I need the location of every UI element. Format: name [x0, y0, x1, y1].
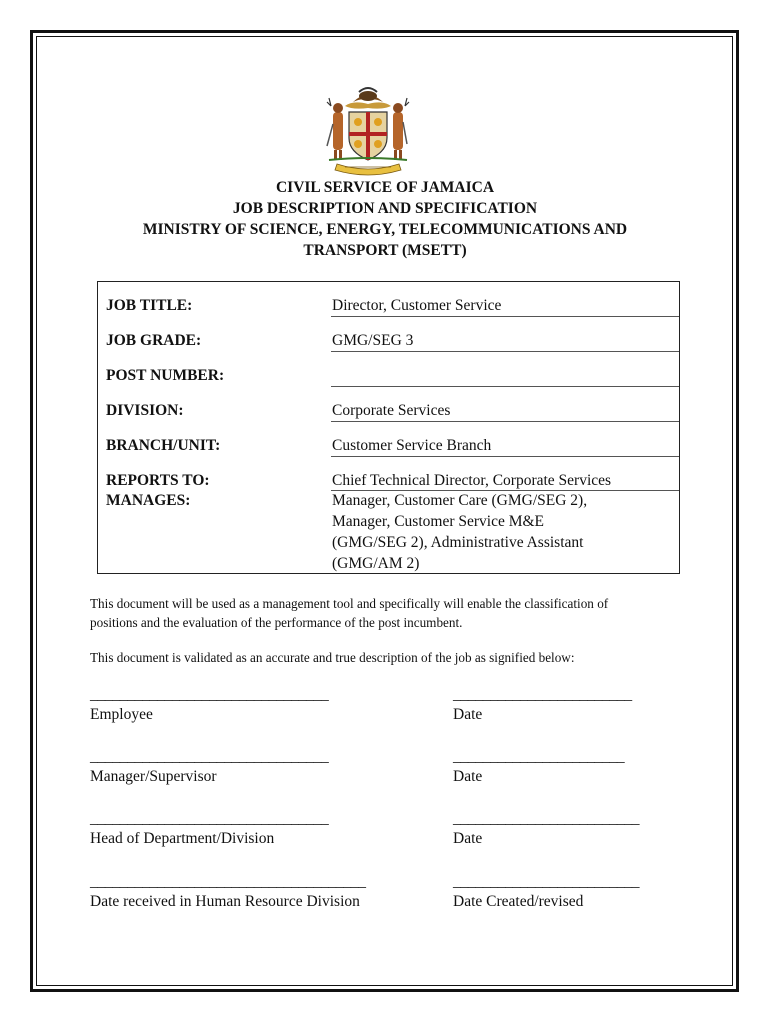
- division-value: Corporate Services: [332, 402, 451, 419]
- heading-ministry-line2: TRANSPORT (MSETT): [303, 242, 467, 259]
- usage-line: positions and the evaluation of the performance of the post incumbent.: [90, 615, 463, 630]
- branch-label: BRANCH/UNIT:: [106, 437, 221, 454]
- document-heading: [40, 177, 730, 261]
- employee-signature-line[interactable]: ________________________________: [90, 686, 329, 703]
- manages-line: (GMG/AM 2): [332, 555, 420, 572]
- row-divider: [331, 386, 679, 387]
- head-signature-line[interactable]: ________________________________: [90, 810, 329, 827]
- usage-line: This document will be used as a management tool and specifically will enable the classification of: [90, 596, 609, 611]
- job-grade-label: JOB GRADE:: [106, 332, 202, 349]
- coat-of-arms-logo: [323, 84, 413, 176]
- hr-signature-line[interactable]: _____________________________________: [90, 873, 366, 890]
- employee-date-line[interactable]: ________________________: [453, 686, 632, 703]
- usage-paragraph: [90, 594, 690, 632]
- manager-date-label: Date: [453, 768, 483, 785]
- branch-value: Customer Service Branch: [332, 437, 492, 454]
- row-divider: [331, 316, 679, 317]
- head-date-label: Date: [453, 830, 483, 847]
- row-divider: [331, 351, 679, 352]
- manager-date-line[interactable]: _______________________: [453, 748, 625, 765]
- hr-label: Date received in Human Resource Division: [90, 893, 360, 910]
- employee-label: Employee: [90, 706, 153, 723]
- head-label: Head of Department/Division: [90, 830, 275, 847]
- reports-to-value: Chief Technical Director, Corporate Services: [332, 472, 612, 489]
- heading-civil-service: CIVIL SERVICE OF JAMAICA: [275, 179, 495, 196]
- manages-value: [332, 490, 677, 574]
- division-label: DIVISION:: [106, 402, 184, 419]
- manager-signature-line[interactable]: ________________________________: [90, 748, 329, 765]
- hr-date-line[interactable]: _________________________: [453, 873, 640, 890]
- job-info-table: [97, 281, 680, 574]
- job-title-value: Director, Customer Service: [332, 297, 502, 314]
- reports-to-label: REPORTS TO:: [106, 472, 210, 489]
- heading-ministry-line1: MINISTRY OF SCIENCE, ENERGY, TELECOMMUNICATIONS AND: [142, 221, 628, 238]
- manages-line: (GMG/SEG 2), Administrative Assistant: [332, 534, 584, 551]
- employee-date-label: Date: [453, 706, 483, 723]
- manages-line: Manager, Customer Service M&E: [332, 513, 545, 530]
- job-title-label: JOB TITLE:: [106, 297, 193, 314]
- validation-paragraph: This document is validated as an accurate and true description of the job as signified below:: [90, 650, 575, 665]
- post-number-label: POST NUMBER:: [106, 367, 225, 384]
- hr-date-label: Date Created/revised: [453, 893, 584, 910]
- manages-label: MANAGES:: [106, 492, 191, 509]
- heading-job-description: JOB DESCRIPTION AND SPECIFICATION: [232, 200, 538, 217]
- row-divider: [331, 421, 679, 422]
- head-date-line[interactable]: _________________________: [453, 810, 640, 827]
- row-divider: [331, 456, 679, 457]
- manages-line: Manager, Customer Care (GMG/SEG 2),: [332, 492, 588, 509]
- manager-label: Manager/Supervisor: [90, 768, 217, 785]
- job-grade-value: GMG/SEG 3: [332, 332, 414, 349]
